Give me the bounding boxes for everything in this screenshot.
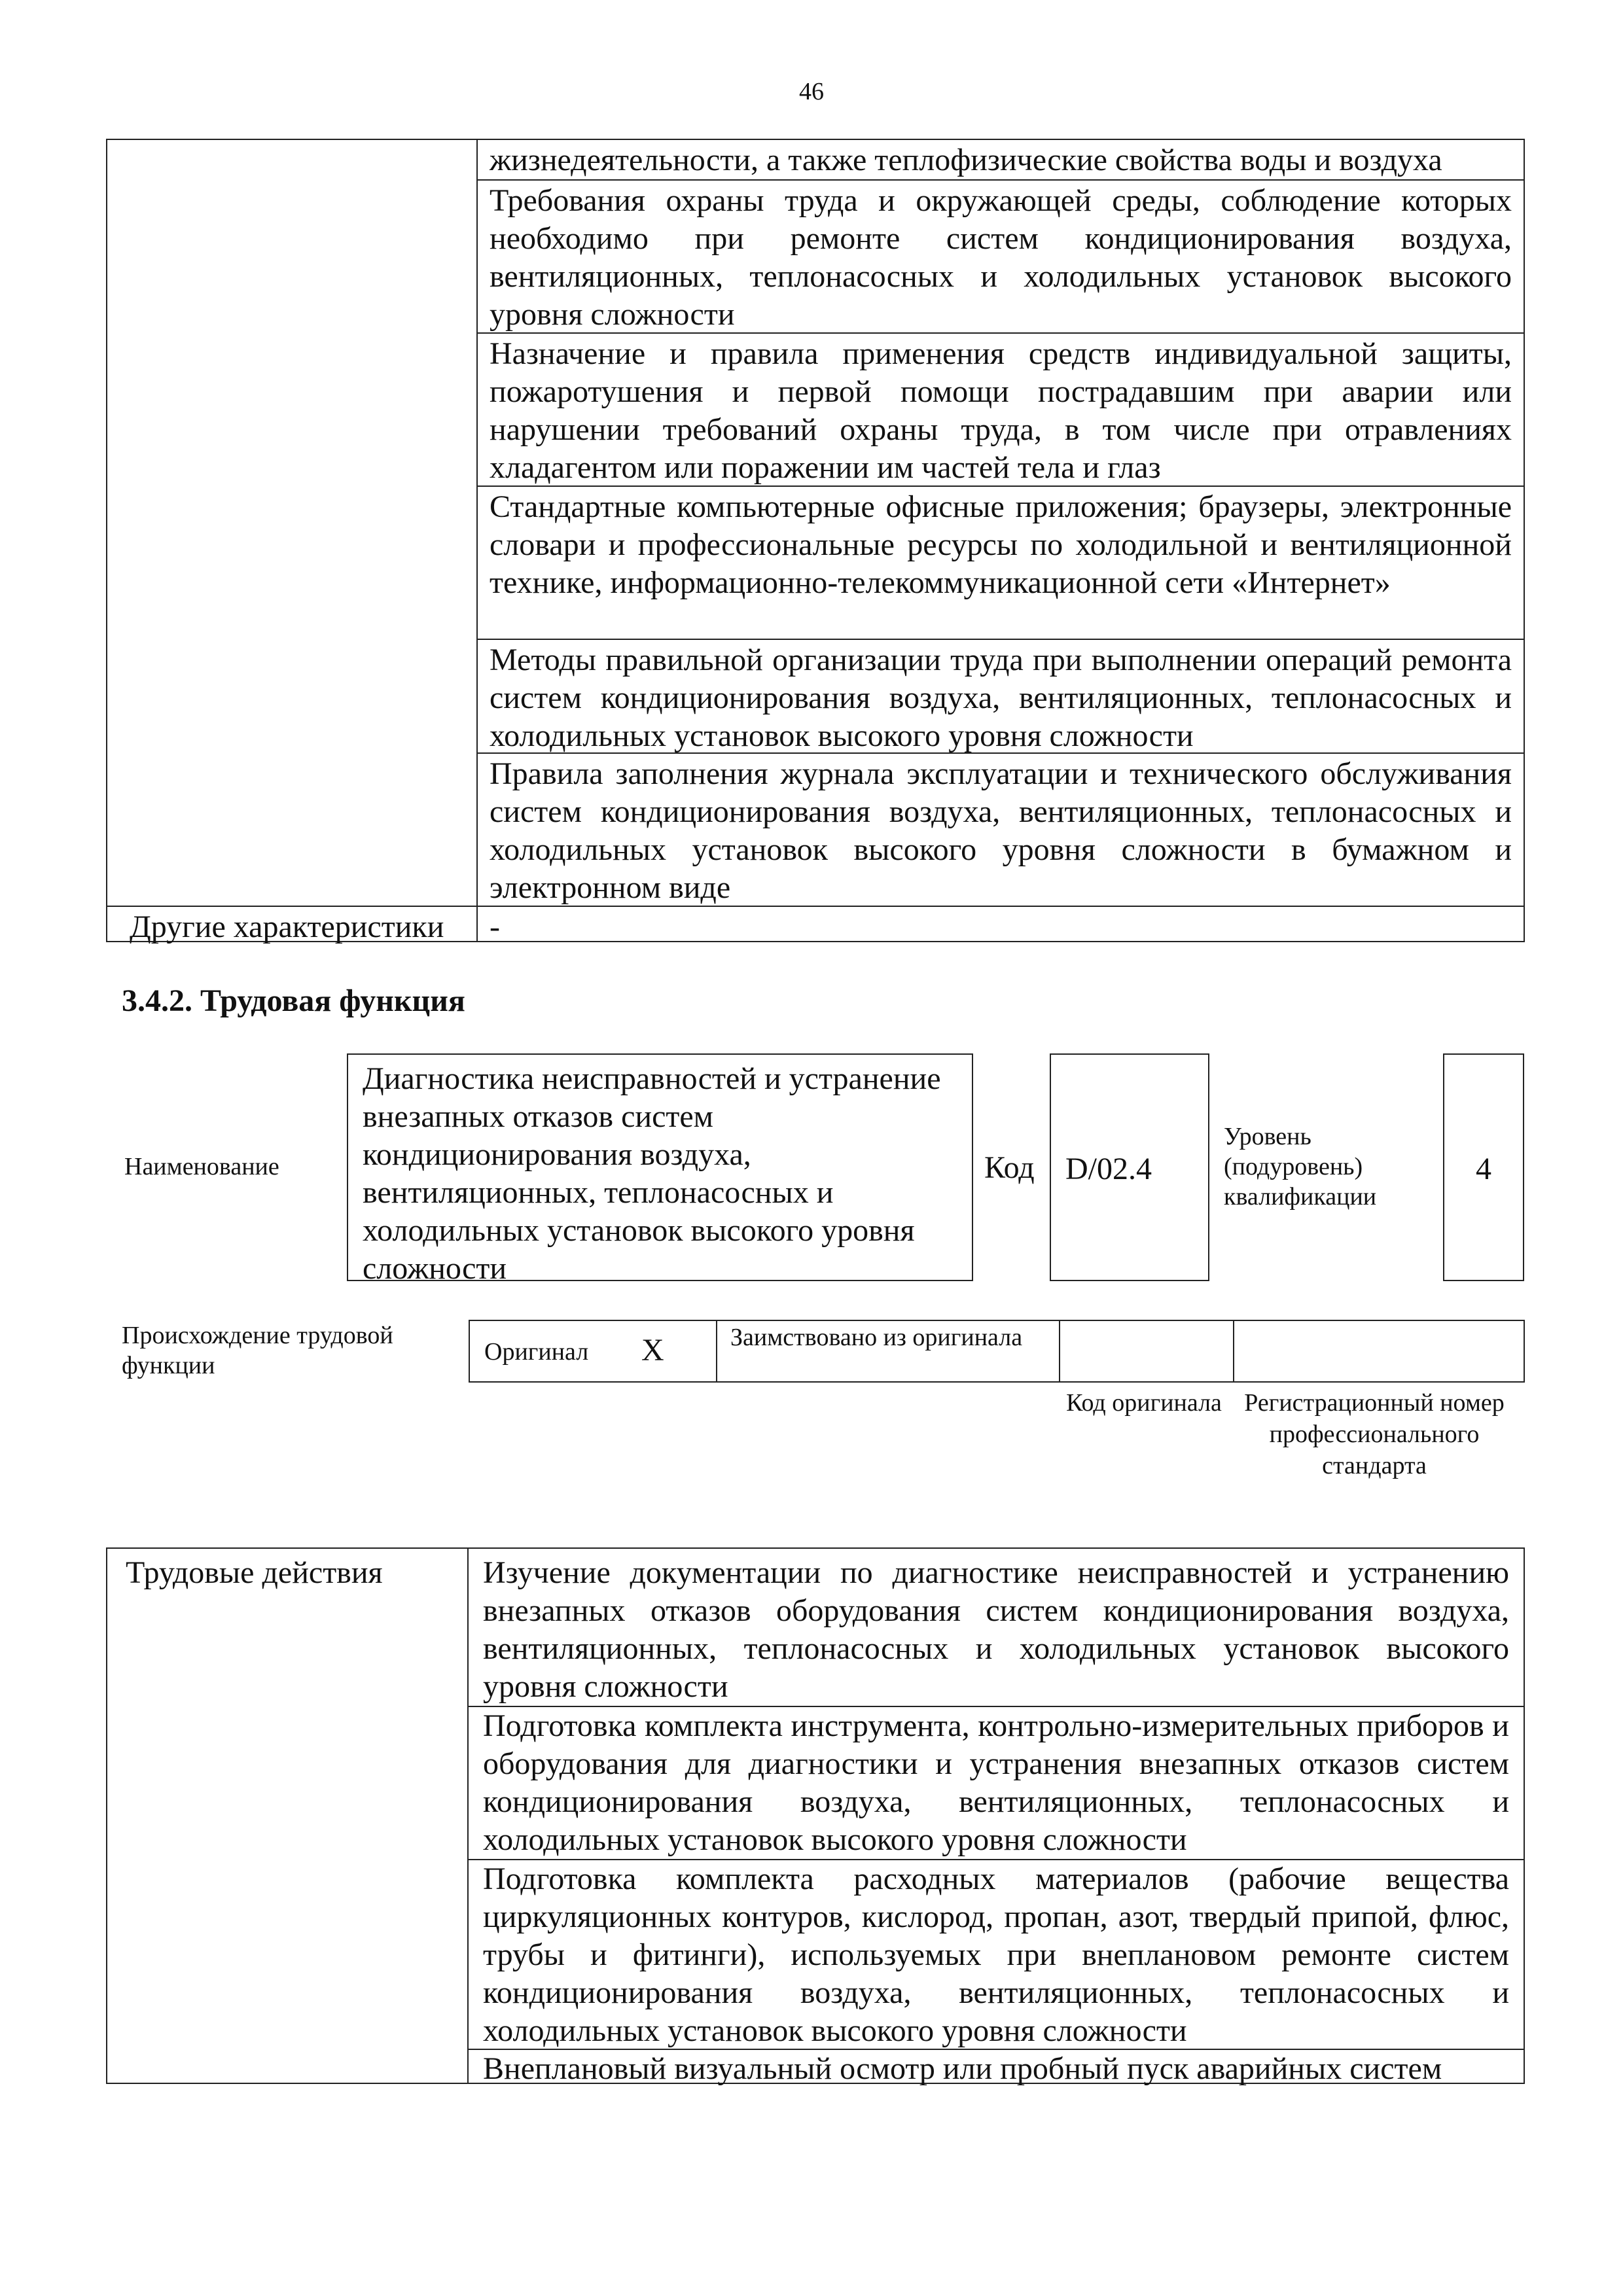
- row-divider: [478, 639, 1524, 640]
- other-characteristics-value: -: [490, 910, 500, 944]
- labor-actions-label: Трудовые действия: [126, 1555, 383, 1590]
- page-number: 46: [799, 78, 824, 105]
- reg-number-label: Регистрационный номер профессионального стандарта: [1244, 1389, 1505, 1479]
- level-box: [1443, 1053, 1524, 1281]
- origin-label: Происхождение трудовой функции: [122, 1322, 393, 1379]
- table-cell: Подготовка комплекта инструмента, контрольно-измерительных приборов и оборудования для диагностики и устранения внезапных отказов систем кондиционирования воздуха, вентиляционных, теплонасосных и холодильных установок высокого уровня сложности: [483, 1708, 1509, 1857]
- table-cell: Правила заполнения журнала эксплуатации и технического обслуживания систем кондиционирования воздуха, вентиляционных, теплонасосных и холодильных установок высокого уровня сложности в бумажном и электронном виде: [490, 756, 1512, 905]
- level-label: Уровень (подуровень) квалификации: [1224, 1123, 1377, 1210]
- table-cell: Требования охраны труда и окружающей среды, соблюдение которых необходимо при ремонте систем кондиционирования воздуха, вентиляционных, теплонасосных и холодильных установок высокого уровня сложности: [490, 183, 1512, 332]
- function-name: Диагностика неисправностей и устранение внезапных отказов систем кондиционирования воздуха, вентиляционных, теплонасосных и холодильных установок высокого уровня сложности: [363, 1061, 941, 1286]
- cell-divider: [716, 1321, 717, 1381]
- table-cell: Назначение и правила применения средств индивидуальной защиты, пожаротушения и первой помощи пострадавшим при аварии или нарушении требований охраны труда, в том числе при отравлениях хладагентом или поражении им частей тела и глаз: [490, 336, 1512, 485]
- table-cell: Изучение документации по диагностике неисправностей и устранению внезапных отказов оборудования систем кондиционирования воздуха, вентиляционных, теплонасосных и холодильных установок высокого уровня сложности: [483, 1555, 1509, 1704]
- table-cell: Подготовка комплекта расходных материалов (рабочие вещества циркуляционных контуров, кислород, пропан, азот, твердый припой, флюс, трубы и фитинги), используемых при внеплановом ремонте систем кондиционирования воздуха, вентиляционных, теплонасосных и холодильных установок высокого уровня сложности: [483, 1862, 1509, 2048]
- name-label: Наименование: [124, 1153, 279, 1180]
- original-mark: X: [641, 1333, 664, 1368]
- code-value: D/02.4: [1065, 1152, 1152, 1186]
- code-original-label: Код оригинала: [1066, 1389, 1222, 1417]
- function-name-box: [347, 1053, 973, 1286]
- table-cell: Внеплановый визуальный осмотр или пробный пуск аварийных систем: [483, 2051, 1442, 2086]
- level-value: 4: [1476, 1152, 1491, 1186]
- code-box: [1050, 1053, 1209, 1281]
- borrowed-label: Заимствовано из оригинала: [730, 1324, 1023, 1351]
- origin-row: [469, 1320, 1525, 1383]
- cell-divider: [1059, 1321, 1060, 1381]
- table-column-divider: [476, 140, 478, 941]
- table-column-divider: [467, 1549, 469, 2083]
- code-label: Код: [984, 1150, 1035, 1185]
- labor-actions-table: [106, 1547, 1525, 2084]
- cell-divider: [1233, 1321, 1234, 1381]
- table-cell: Методы правильной организации труда при выполнении операций ремонта систем кондиционирования воздуха, вентиляционных, теплонасосных и холодильных установок высокого уровня сложности: [490, 643, 1512, 753]
- table-cell: жизнедеятельности, а также теплофизические свойства воды и воздуха: [490, 143, 1442, 177]
- original-label: Оригинал: [484, 1338, 589, 1366]
- table-cell: Стандартные компьютерные офисные приложения; браузеры, электронные словари и профессиональные ресурсы по холодильной и вентиляционной технике, информационно-телекоммуникационной сети «Интернет»: [490, 489, 1512, 600]
- other-characteristics-label: Другие характеристики: [130, 910, 444, 944]
- section-heading: 3.4.2. Трудовая функция: [122, 983, 465, 1018]
- row-divider: [478, 179, 1524, 181]
- requirements-table: [106, 139, 1525, 942]
